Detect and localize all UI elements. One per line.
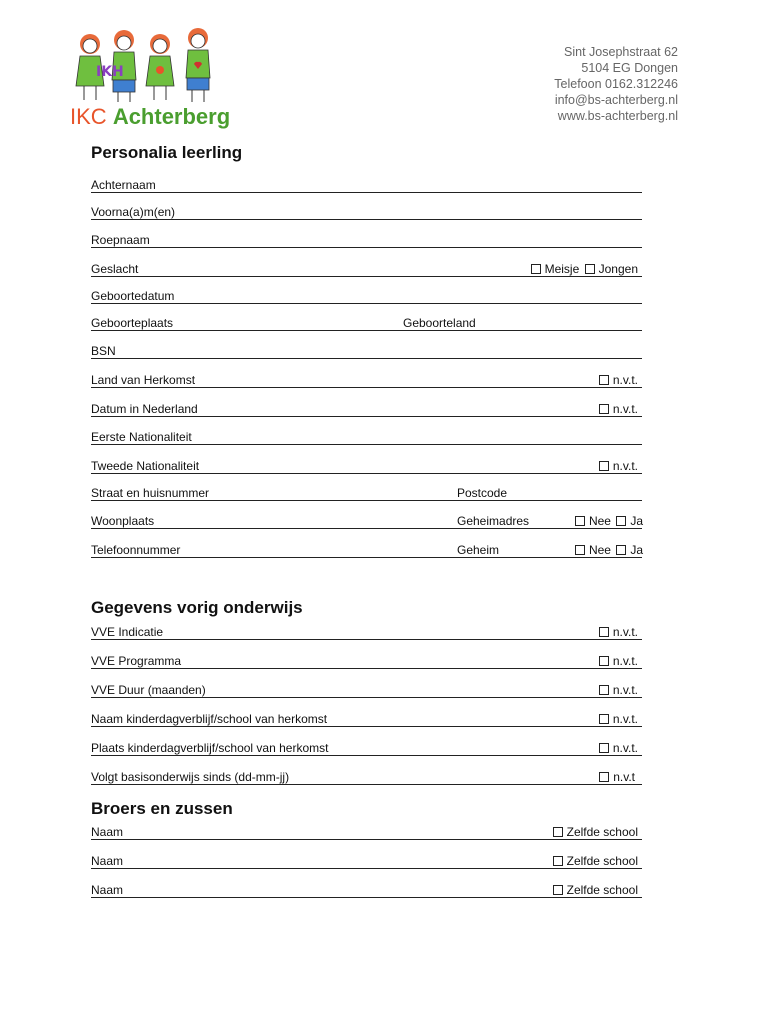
- field-label-postcode: Postcode: [457, 486, 508, 500]
- field-telefoonnummer[interactable]: [91, 541, 642, 558]
- field-label: Land van Herkomst: [91, 373, 196, 387]
- field-eerste-nationaliteit[interactable]: [91, 428, 642, 445]
- nvt-option: [599, 402, 640, 416]
- option-label: n.v.t.: [612, 741, 638, 755]
- checkbox-ja[interactable]: [616, 545, 626, 555]
- zelfde-school-option: [553, 825, 640, 839]
- option-label: Ja: [630, 514, 643, 528]
- field-label: Straat en huisnummer: [91, 486, 210, 500]
- zelfde-school-option: [553, 854, 640, 868]
- option-label: Nee: [588, 543, 611, 557]
- address-line: Telefoon 0162.312246: [554, 77, 678, 91]
- address-line[interactable]: info@bs-achterberg.nl: [554, 93, 678, 107]
- checkbox-ja[interactable]: [616, 516, 626, 526]
- option-label: n.v.t: [613, 770, 635, 784]
- field-label: Roepnaam: [91, 233, 150, 247]
- checkbox-nee[interactable]: [575, 516, 585, 526]
- checkbox-nvt[interactable]: [599, 743, 609, 753]
- checkbox-nvt[interactable]: [599, 627, 609, 637]
- option-label: Zelfde school: [566, 854, 638, 868]
- field-broer-naam[interactable]: [91, 881, 642, 898]
- nvt-option: [599, 770, 637, 784]
- field-label: Datum in Nederland: [91, 402, 198, 416]
- option-label: Nee: [588, 514, 611, 528]
- field-vve-duur[interactable]: [91, 681, 642, 698]
- geheim-options: [575, 543, 645, 557]
- nvt-option: [599, 373, 640, 387]
- option-label: Meisje: [544, 262, 580, 276]
- checkbox-zelfde-school[interactable]: [553, 827, 563, 837]
- field-label: Naam kinderdagverblijf/school van herkomst: [91, 712, 328, 726]
- nvt-option: [599, 459, 640, 473]
- field-label: VVE Indicatie: [91, 625, 164, 639]
- field-label: Telefoonnummer: [91, 543, 181, 557]
- checkbox-nvt[interactable]: [599, 714, 609, 724]
- field-achternaam[interactable]: [91, 176, 642, 193]
- school-address: [554, 44, 678, 124]
- field-roepnaam[interactable]: [91, 231, 642, 248]
- field-woonplaats[interactable]: [91, 512, 642, 529]
- field-vve-indicatie[interactable]: [91, 623, 642, 640]
- option-label: n.v.t.: [612, 654, 638, 668]
- geheimadres-options: [575, 514, 645, 528]
- checkbox-nvt[interactable]: [599, 656, 609, 666]
- gender-options: [531, 262, 640, 276]
- section-title-onderwijs: Gegevens vorig onderwijs: [91, 598, 303, 617]
- checkbox-jongen[interactable]: [585, 264, 595, 274]
- field-label: BSN: [91, 344, 116, 358]
- checkbox-nvt[interactable]: [599, 461, 609, 471]
- option-label: n.v.t.: [612, 683, 638, 697]
- nvt-option: [599, 654, 640, 668]
- field-label: Voorna(a)m(en): [91, 205, 176, 219]
- field-vve-programma[interactable]: [91, 652, 642, 669]
- field-label-geboorteland: Geboorteland: [403, 316, 476, 330]
- field-plaats-kdv[interactable]: [91, 739, 642, 756]
- school-name: [70, 104, 230, 130]
- field-label: Geboortedatum: [91, 289, 175, 303]
- field-label-geheim: Geheim: [457, 543, 500, 557]
- address-line: Sint Josephstraat 62: [564, 45, 678, 59]
- field-tweede-nationaliteit[interactable]: [91, 457, 642, 474]
- nvt-option: [599, 712, 640, 726]
- school-logo: [68, 24, 231, 132]
- field-label: Tweede Nationaliteit: [91, 459, 200, 473]
- field-label: Volgt basisonderwijs sinds (dd-mm-jj): [91, 770, 290, 784]
- checkbox-nvt[interactable]: [599, 685, 609, 695]
- zelfde-school-option: [553, 883, 640, 897]
- field-geboorteplaats[interactable]: [91, 314, 642, 331]
- checkbox-meisje[interactable]: [531, 264, 541, 274]
- field-label: Geboorteplaats: [91, 316, 174, 330]
- field-label: Achternaam: [91, 178, 156, 192]
- field-naam-kdv[interactable]: [91, 710, 642, 727]
- nvt-option: [599, 741, 640, 755]
- field-label: Plaats kinderdagverblijf/school van herkomst: [91, 741, 329, 755]
- field-bsn[interactable]: [91, 342, 642, 359]
- field-label: Geslacht: [91, 262, 139, 276]
- field-label: Naam: [91, 883, 124, 897]
- field-straat[interactable]: [91, 484, 642, 501]
- field-label: VVE Programma: [91, 654, 182, 668]
- option-label: n.v.t.: [612, 712, 638, 726]
- field-label: Naam: [91, 825, 124, 839]
- option-label: n.v.t.: [612, 459, 638, 473]
- checkbox-zelfde-school[interactable]: [553, 885, 563, 895]
- school-name-prefix: IKC: [70, 104, 107, 129]
- field-broer-naam[interactable]: [91, 823, 642, 840]
- field-broer-naam[interactable]: [91, 852, 642, 869]
- nvt-option: [599, 625, 640, 639]
- svg-text:IKH: IKH: [96, 64, 124, 80]
- address-line: 5104 EG Dongen: [581, 61, 678, 75]
- field-label: Woonplaats: [91, 514, 155, 528]
- field-label-geheimadres: Geheimadres: [457, 514, 530, 528]
- address-line[interactable]: www.bs-achterberg.nl: [557, 109, 678, 123]
- nvt-option: [599, 683, 640, 697]
- section-title-personalia: Personalia leerling: [91, 143, 243, 162]
- school-name-main: Achterberg: [112, 104, 231, 129]
- field-geboortedatum[interactable]: [91, 287, 642, 304]
- children-logo-icon: [68, 24, 228, 108]
- field-label: VVE Duur (maanden): [91, 683, 206, 697]
- option-label: Zelfde school: [566, 883, 638, 897]
- checkbox-nee[interactable]: [575, 545, 585, 555]
- checkbox-nvt[interactable]: [599, 375, 609, 385]
- field-voornamen[interactable]: [91, 203, 642, 220]
- option-label: n.v.t.: [612, 373, 638, 387]
- option-label: Zelfde school: [566, 825, 638, 839]
- field-land-herkomst[interactable]: [91, 371, 642, 388]
- checkbox-nvt[interactable]: [599, 772, 609, 782]
- checkbox-zelfde-school[interactable]: [553, 856, 563, 866]
- field-label: Eerste Nationaliteit: [91, 430, 192, 444]
- option-label: Ja: [630, 543, 643, 557]
- option-label: Jongen: [598, 262, 638, 276]
- field-label: Naam: [91, 854, 124, 868]
- option-label: n.v.t.: [612, 625, 638, 639]
- option-label: n.v.t.: [612, 402, 638, 416]
- field-geslacht[interactable]: [91, 260, 642, 277]
- checkbox-nvt[interactable]: [599, 404, 609, 414]
- field-datum-nederland[interactable]: [91, 400, 642, 417]
- section-title-broers: Broers en zussen: [91, 799, 233, 818]
- field-basisonderwijs[interactable]: [91, 768, 642, 785]
